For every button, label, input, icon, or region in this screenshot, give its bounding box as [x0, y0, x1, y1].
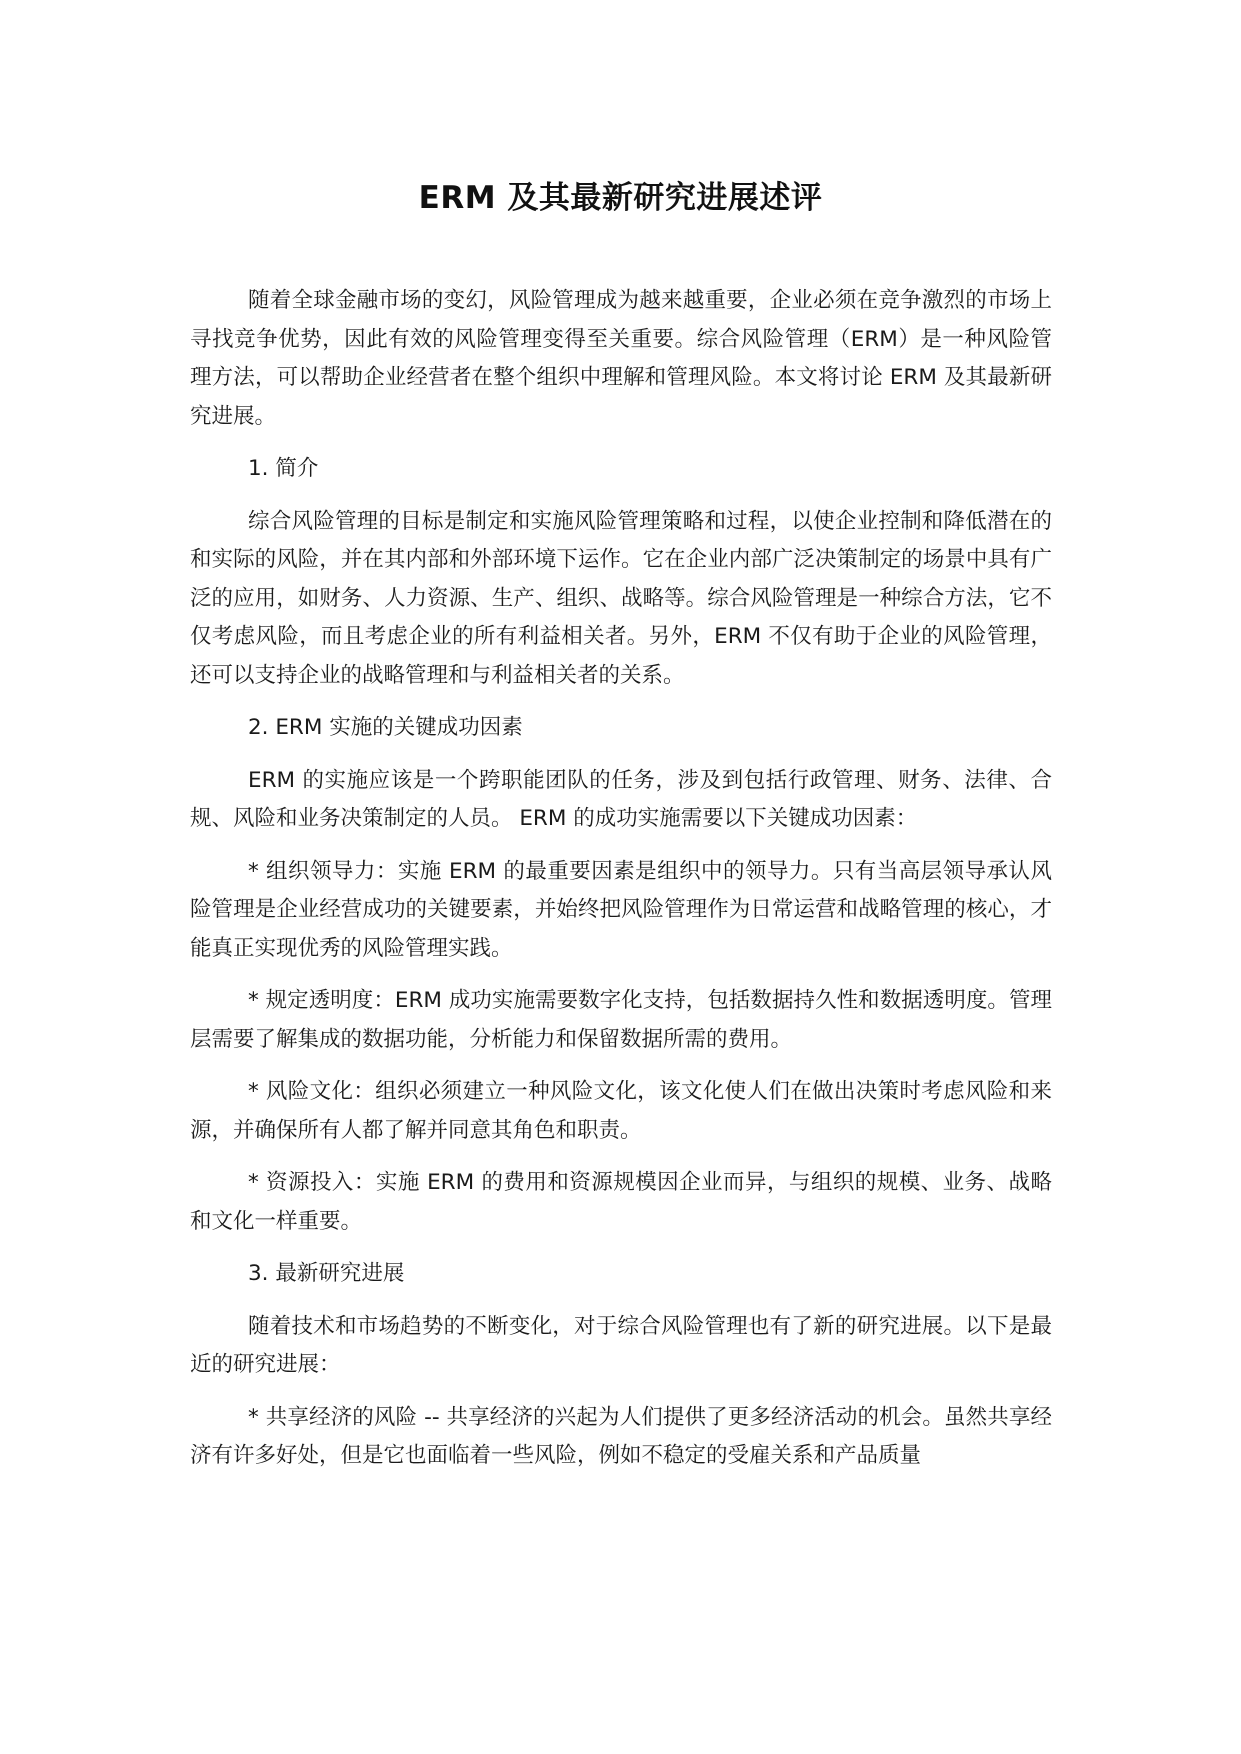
section-heading-latest-research: 3. 最新研究进展 — [248, 1261, 405, 1286]
factor-transparency-item: * 规定透明度：ERM 成功实施需要数字化支持，包括数据持久性和数据透明度。管理层需要了解集成的数据功能，分析能力和保留数据所需的费用。 — [190, 988, 1052, 1052]
introduction-paragraph: 综合风险管理的目标是制定和实施风险管理策略和过程，以使企业控制和降低潜在的和实际的风险，并在其内部和外部环境下运作。它在企业内部广泛决策制定的场景中具有广泛的应用，如财务、人力资源、生产、组织、战略等。综合风险管理是一种综合方法，它不仅考虑风险，而且考虑企业的所有利益相关者。另外，ERM 不仅有助于企业的风险管理，还可以支持企业的战略管理和与利益相关者的关系。 — [190, 508, 1052, 688]
factor-leadership-item: * 组织领导力：实施 ERM 的最重要因素是组织中的领导力。只有当高层领导承认风险管理是企业经营成功的关键要素，并始终把风险管理作为日常运营和战略管理的核心，才能真正实现优秀的风险管理实践。 — [190, 858, 1052, 961]
section-heading-introduction: 1. 简介 — [248, 456, 319, 481]
latest-research-paragraph: 随着技术和市场趋势的不断变化，对于综合风险管理也有了新的研究进展。以下是最近的研究进展： — [190, 1313, 1052, 1377]
section-heading-success-factors: 2. ERM 实施的关键成功因素 — [248, 715, 523, 740]
document-body — [190, 282, 1052, 1490]
factor-resources-item: * 资源投入：实施 ERM 的费用和资源规模因企业而异，与组织的规模、业务、战略和文化一样重要。 — [190, 1170, 1052, 1234]
intro-paragraph: 随着全球金融市场的变幻，风险管理成为越来越重要，企业必须在竞争激烈的市场上寻找竞争优势，因此有效的风险管理变得至关重要。综合风险管理（ERM）是一种风险管理方法，可以帮助企业经营者在整个组织中理解和管理风险。本文将讨论 ERM 及其最新研究进展。 — [190, 288, 1052, 429]
success-factors-paragraph: ERM 的实施应该是一个跨职能团队的任务，涉及到包括行政管理、财务、法律、合规、风险和业务决策制定的人员。 ERM 的成功实施需要以下关键成功因素： — [190, 767, 1052, 831]
factor-risk-culture-item: * 风险文化：组织必须建立一种风险文化，该文化使人们在做出决策时考虑风险和来源，并确保所有人都了解并同意其角色和职责。 — [190, 1079, 1052, 1143]
sharing-economy-item: * 共享经济的风险 -- 共享经济的兴起为人们提供了更多经济活动的机会。虽然共享经济有许多好处，但是它也面临着一些风险，例如不稳定的受雇关系和产品质量 — [190, 1404, 1052, 1468]
document-title: ERM 及其最新研究进展述评 — [418, 180, 823, 216]
